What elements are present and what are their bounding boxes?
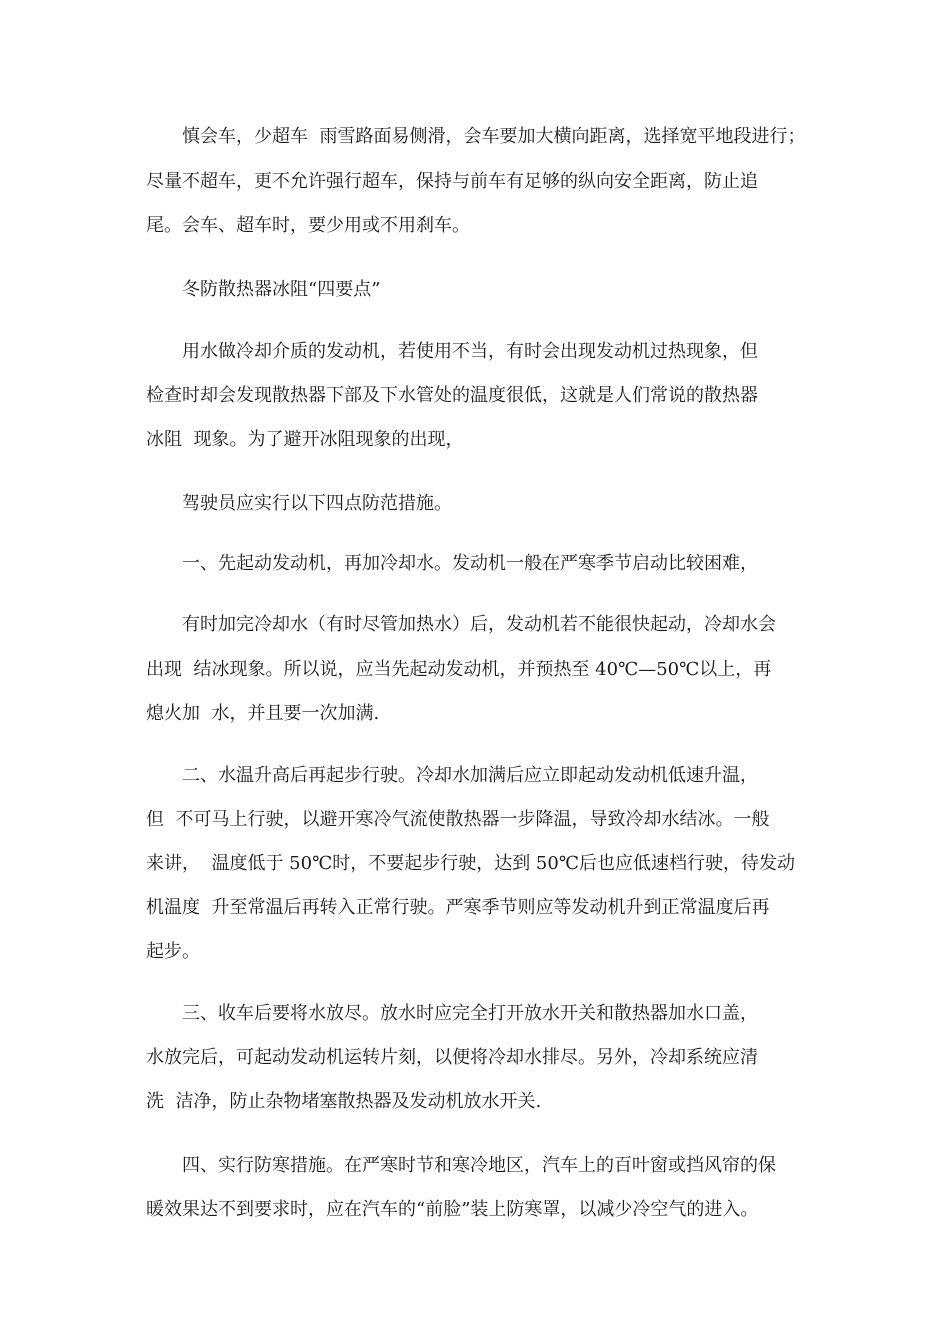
text-line: 机温度 升至常温后再转入正常行驶。严寒季节则应等发动机升到正常温度后再 <box>146 897 770 918</box>
text-line: 慎会车，少超车 雨雪路面易侧滑，会车要加大横向距离，选择宽平地段进行； <box>182 126 806 147</box>
text-line: 来讲， 温度低于 50℃时，不要起步行驶，达到 50℃后也应低速档行驶，待发动 <box>146 853 795 874</box>
text-line: 四、实行防寒措施。在严寒时节和寒冷地区，汽车上的百叶窗或挡风帘的保 <box>182 1155 776 1176</box>
text-line: 一、先起动发动机，再加冷却水。发动机一般在严寒季节启动比较困难， <box>182 553 758 574</box>
text-line: 用水做冷却介质的发动机，若使用不当，有时会出现发动机过热现象，但 <box>182 341 758 362</box>
text-line: 熄火加 水，并且要一次加满. <box>146 703 380 724</box>
text-line: 尾。会车、超车时，要少用或不用刹车。 <box>146 215 470 236</box>
text-line: 尽量不超车，更不允许强行超车，保持与前车有足够的纵向安全距离，防止追 <box>146 171 758 192</box>
text-line: 但 不可马上行驶，以避开寒冷气流使散热器一步降温，导致冷却水结冰。一般 <box>146 809 770 830</box>
text-line: 暖效果达不到要求时，应在汽车的“前脸”装上防寒罩，以减少冷空气的进入。 <box>146 1199 759 1220</box>
text-line: 洗 洁净，防止杂物堵塞散热器及发动机放水开关. <box>146 1091 542 1112</box>
text-line: 水放完后，可起动发动机运转片刻，以便将冷却水排尽。另外，冷却系统应清 <box>146 1047 758 1068</box>
text-line: 有时加完冷却水（有时尽管加热水）后，发动机若不能很快起动，冷却水会 <box>182 614 776 635</box>
section-heading: 冬防散热器冰阻“四要点” <box>182 279 381 300</box>
text-line: 出现 结冰现象。所以说，应当先起动发动机，并预热至 40℃—50℃以上，再 <box>146 659 772 680</box>
text-line: 起步。 <box>146 941 200 962</box>
text-line: 冰阻 现象。为了避开冰阻现象的出现， <box>146 429 464 450</box>
text-line: 二、水温升高后再起步行驶。冷却水加满后应立即起动发动机低速升温， <box>182 765 758 786</box>
text-line: 检查时却会发现散热器下部及下水管处的温度很低，这就是人们常说的散热器 <box>146 385 758 406</box>
text-line: 三、收车后要将水放尽。放水时应完全打开放水开关和散热器加水口盖， <box>182 1003 758 1024</box>
text-line: 驾驶员应实行以下四点防范措施。 <box>182 493 452 514</box>
